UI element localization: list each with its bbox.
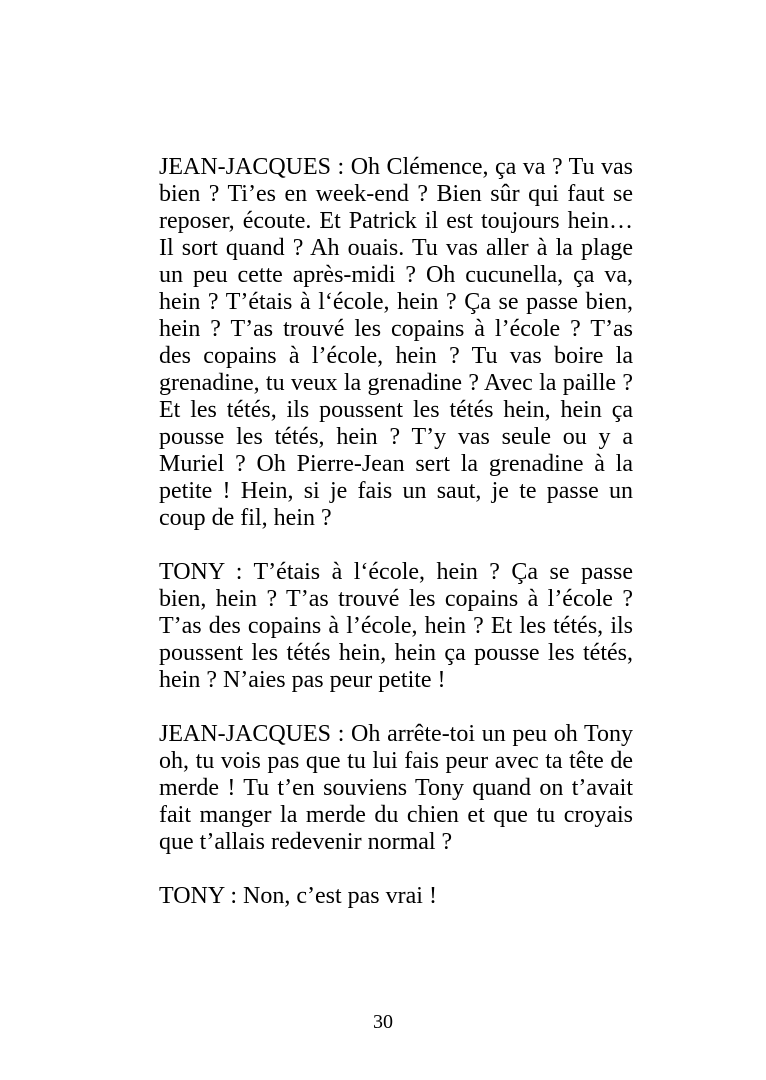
dialogue-text-block [159, 154, 633, 937]
dialogue-paragraph-tony-1: TONY : T’étais à l‘école, hein ? Ça se passe bien, hein ? T’as trouvé les copains à l’école ? T’as des copains à l’école, hein ? Et les tétés, ils poussent les tétés hein, hein ça pousse les tétés, hein ? N’aies pas peur petite ! [159, 559, 633, 693]
dialogue-paragraph-tony-2: TONY : Non, c’est pas vrai ! [159, 883, 437, 909]
dialogue-paragraph-jean-jacques-2: JEAN-JACQUES : Oh arrête-toi un peu oh Tony oh, tu vois pas que tu lui fais peur avec ta tête de merde ! Tu t’en souviens Tony quand on t’avait fait manger la merde du chien et que tu croyais que t’allais redevenir normal ? [159, 721, 633, 855]
page-number: 30 [373, 1011, 393, 1033]
dialogue-paragraph-jean-jacques-1: JEAN-JACQUES : Oh Clémence, ça va ? Tu vas bien ? Ti’es en week-end ? Bien sûr qui faut se reposer, écoute. Et Patrick il est toujours hein… Il sort quand ? Ah ouais. Tu vas aller à la plage un peu cette après-midi ? Oh cucunella, ça va, hein ? T’étais à l‘école, hein ? Ça se passe bien, hein ? T’as trouvé les copains à l’école ? T’as des copains à l’école, hein ? Tu vas boire la grenadine, tu veux la grenadine ? Avec la paille ? Et les tétés, ils poussent les tétés hein, hein ça pousse les tétés, hein ? T’y vas seule ou y a Muriel ? Oh Pierre-Jean sert la grenadine à la petite ! Hein, si je fais un saut, je te passe un coup de fil, hein ? [159, 154, 633, 531]
